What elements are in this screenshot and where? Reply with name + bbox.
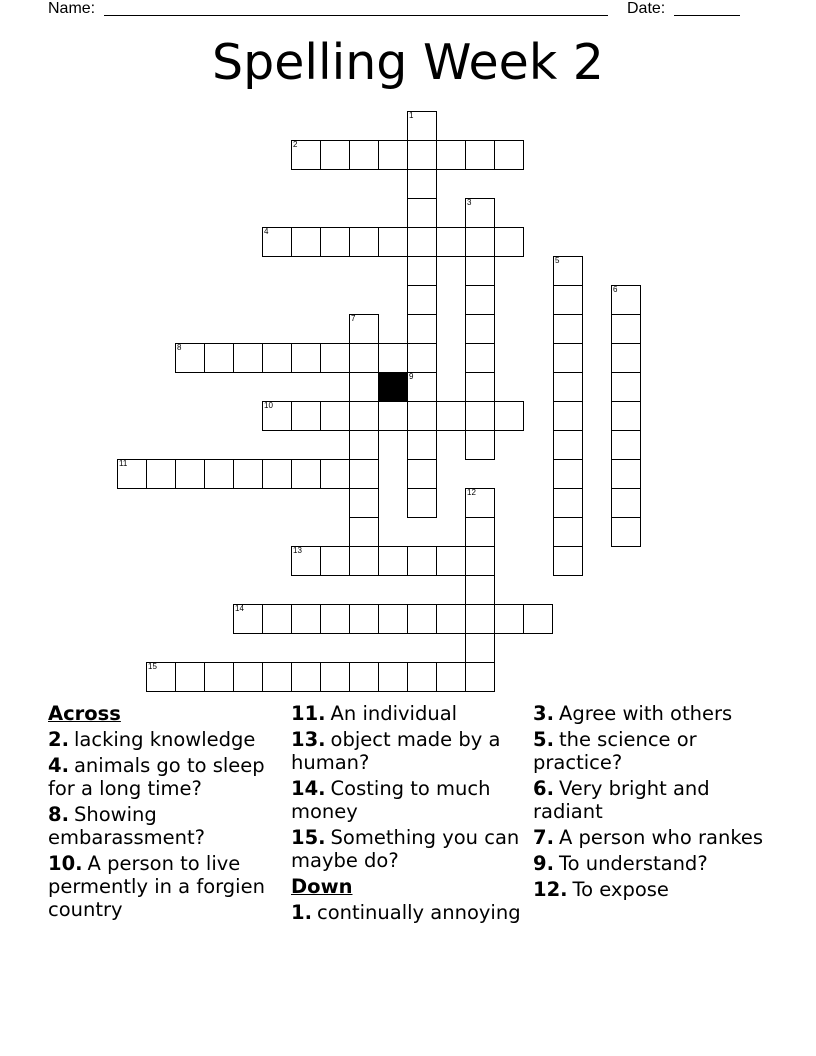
- clue-text: animals go to sleep for a long time?: [48, 754, 265, 800]
- grid-cell[interactable]: [349, 459, 379, 489]
- grid-cell[interactable]: [553, 459, 583, 489]
- grid-cell[interactable]: [494, 227, 524, 257]
- clue-across-14: [291, 777, 527, 823]
- clue-down-5: [533, 728, 769, 774]
- grid-cell[interactable]: [494, 401, 524, 431]
- grid-cell[interactable]: [553, 401, 583, 431]
- grid-cell[interactable]: [465, 430, 495, 460]
- grid-cell[interactable]: [465, 604, 495, 634]
- grid-cell[interactable]: [407, 140, 437, 170]
- clue-text: To expose: [572, 878, 669, 901]
- clue-number: 12.: [533, 878, 568, 901]
- clue-number: 3.: [533, 702, 554, 725]
- grid-cell[interactable]: [378, 401, 408, 431]
- grid-cell[interactable]: [407, 198, 437, 228]
- grid-cell[interactable]: [553, 430, 583, 460]
- clue-number-label: 5: [555, 256, 560, 265]
- clue-column-3: [533, 702, 769, 904]
- grid-cell[interactable]: [146, 662, 176, 692]
- clue-across-15: [291, 826, 527, 872]
- clue-number-label: 12: [467, 488, 476, 497]
- grid-cell[interactable]: [494, 604, 524, 634]
- grid-cell[interactable]: [465, 517, 495, 547]
- clue-number: 8.: [48, 803, 69, 826]
- clue-text: the science or practice?: [533, 728, 697, 774]
- clue-number: 11.: [291, 702, 326, 725]
- clue-down-9: [533, 852, 769, 875]
- grid-cell[interactable]: [553, 343, 583, 373]
- grid-cell[interactable]: [407, 459, 437, 489]
- grid-cell[interactable]: [407, 343, 437, 373]
- grid-cell[interactable]: [407, 169, 437, 199]
- grid-cell[interactable]: [204, 662, 234, 692]
- clue-across-11: [291, 702, 527, 725]
- grid-cell[interactable]: [349, 430, 379, 460]
- grid-cell[interactable]: [611, 401, 641, 431]
- clue-number: 9.: [533, 852, 554, 875]
- grid-cell[interactable]: [146, 459, 176, 489]
- clue-across-8: [48, 803, 284, 849]
- grid-cell[interactable]: [291, 343, 321, 373]
- clue-text: Very bright and radiant: [533, 777, 710, 823]
- grid-cell[interactable]: [436, 227, 466, 257]
- grid-cell[interactable]: [553, 314, 583, 344]
- clue-text: object made by a human?: [291, 728, 501, 774]
- grid-cell[interactable]: [611, 430, 641, 460]
- grid-cell[interactable]: [378, 140, 408, 170]
- grid-cell[interactable]: [378, 604, 408, 634]
- clue-number-label: 8: [177, 343, 182, 352]
- clue-text: To understand?: [558, 852, 708, 875]
- clue-number-label: 13: [293, 546, 302, 555]
- clue-column-2: [291, 702, 527, 927]
- grid-cell[interactable]: [349, 604, 379, 634]
- grid-cell[interactable]: [407, 227, 437, 257]
- grid-cell[interactable]: [233, 662, 263, 692]
- grid-cell[interactable]: [349, 343, 379, 373]
- clue-across-10: [48, 852, 284, 921]
- grid-cell[interactable]: [291, 140, 321, 170]
- grid-cell[interactable]: [378, 227, 408, 257]
- grid-cell[interactable]: [320, 604, 350, 634]
- grid-cell[interactable]: [611, 372, 641, 402]
- clue-number-label: 6: [613, 285, 618, 294]
- grid-cell[interactable]: [349, 517, 379, 547]
- grid-cell[interactable]: [262, 343, 292, 373]
- clue-number: 1.: [291, 901, 312, 924]
- clue-number-label: 9: [409, 372, 414, 381]
- grid-cell[interactable]: [611, 314, 641, 344]
- grid-cell[interactable]: [523, 604, 553, 634]
- grid-block: [378, 372, 408, 402]
- grid-cell[interactable]: [262, 401, 292, 431]
- clue-text: continually annoying: [316, 901, 521, 924]
- grid-cell[interactable]: [407, 111, 437, 141]
- grid-cell[interactable]: [407, 430, 437, 460]
- grid-cell[interactable]: [291, 227, 321, 257]
- clue-text: Agree with others: [558, 702, 733, 725]
- grid-cell[interactable]: [436, 604, 466, 634]
- grid-cell[interactable]: [349, 662, 379, 692]
- clue-text: Something you can maybe do?: [291, 826, 520, 872]
- grid-cell[interactable]: [611, 517, 641, 547]
- grid-cell[interactable]: [233, 459, 263, 489]
- grid-cell[interactable]: [349, 227, 379, 257]
- grid-cell[interactable]: [175, 459, 205, 489]
- grid-cell[interactable]: [407, 488, 437, 518]
- grid-cell[interactable]: [291, 401, 321, 431]
- clue-column-1: [48, 702, 284, 924]
- grid-cell[interactable]: [320, 343, 350, 373]
- clue-number: 6.: [533, 777, 554, 800]
- clue-number-label: 15: [148, 662, 157, 671]
- clue-number: 10.: [48, 852, 83, 875]
- grid-cell[interactable]: [465, 285, 495, 315]
- grid-cell[interactable]: [233, 604, 263, 634]
- grid-cell[interactable]: [407, 401, 437, 431]
- grid-cell[interactable]: [465, 575, 495, 605]
- grid-cell[interactable]: [436, 662, 466, 692]
- grid-cell[interactable]: [204, 343, 234, 373]
- clue-down-1: [291, 901, 527, 924]
- clue-number: 7.: [533, 826, 554, 849]
- clue-number: 2.: [48, 728, 69, 751]
- grid-cell[interactable]: [349, 546, 379, 576]
- clue-number: 14.: [291, 777, 326, 800]
- grid-cell[interactable]: [262, 459, 292, 489]
- grid-cell[interactable]: [407, 662, 437, 692]
- grid-cell[interactable]: [553, 285, 583, 315]
- grid-cell[interactable]: [465, 633, 495, 663]
- across-heading: Across: [48, 702, 121, 725]
- name-label: Name:: [48, 0, 96, 17]
- grid-cell[interactable]: [320, 401, 350, 431]
- grid-cell[interactable]: [320, 662, 350, 692]
- grid-cell[interactable]: [349, 140, 379, 170]
- clue-down-12: [533, 878, 769, 901]
- clue-down-3: [533, 702, 769, 725]
- clue-list: [0, 700, 816, 1000]
- grid-cell[interactable]: [378, 662, 408, 692]
- grid-cell[interactable]: [436, 546, 466, 576]
- clue-number-label: 1: [409, 111, 414, 120]
- grid-cell[interactable]: [407, 372, 437, 402]
- grid-cell[interactable]: [465, 198, 495, 228]
- grid-cell[interactable]: [320, 546, 350, 576]
- clue-across-2: [48, 728, 284, 751]
- grid-cell[interactable]: [407, 604, 437, 634]
- grid-cell[interactable]: [349, 372, 379, 402]
- grid-cell[interactable]: [320, 140, 350, 170]
- grid-cell[interactable]: [407, 256, 437, 286]
- clue-text: An individual: [330, 702, 458, 725]
- grid-cell[interactable]: [407, 546, 437, 576]
- clue-number-label: 11: [119, 459, 128, 468]
- grid-cell[interactable]: [465, 488, 495, 518]
- clue-number: 13.: [291, 728, 326, 751]
- clue-text: Costing to much money: [291, 777, 491, 823]
- grid-cell[interactable]: [262, 227, 292, 257]
- grid-cell[interactable]: [465, 401, 495, 431]
- grid-cell[interactable]: [553, 517, 583, 547]
- clue-number-label: 3: [467, 198, 472, 207]
- grid-cell[interactable]: [611, 343, 641, 373]
- grid-cell[interactable]: [611, 459, 641, 489]
- grid-cell[interactable]: [349, 401, 379, 431]
- grid-cell[interactable]: [465, 227, 495, 257]
- grid-cell[interactable]: [291, 459, 321, 489]
- clue-text: Showing embarassment?: [48, 803, 205, 849]
- grid-cell[interactable]: [175, 662, 205, 692]
- clue-number-label: 10: [264, 401, 273, 410]
- clue-down-6: [533, 777, 769, 823]
- date-label: Date:: [627, 0, 666, 17]
- clue-number: 15.: [291, 826, 326, 849]
- grid-cell[interactable]: [465, 140, 495, 170]
- grid-cell[interactable]: [407, 314, 437, 344]
- clue-number-label: 2: [293, 140, 298, 149]
- grid-cell[interactable]: [262, 604, 292, 634]
- clue-down-7: [533, 826, 769, 849]
- grid-cell[interactable]: [436, 140, 466, 170]
- grid-cell[interactable]: [320, 459, 350, 489]
- clue-text: A person to live permently in a forgien country: [48, 852, 265, 921]
- grid-cell[interactable]: [291, 546, 321, 576]
- clue-number-label: 7: [351, 314, 356, 323]
- grid-cell[interactable]: [378, 546, 408, 576]
- clue-text: lacking knowledge: [73, 728, 256, 751]
- grid-cell[interactable]: [553, 546, 583, 576]
- grid-cell[interactable]: [291, 662, 321, 692]
- grid-cell[interactable]: [349, 314, 379, 344]
- grid-cell[interactable]: [465, 372, 495, 402]
- grid-cell[interactable]: [349, 488, 379, 518]
- grid-cell[interactable]: [378, 343, 408, 373]
- grid-cell[interactable]: [465, 662, 495, 692]
- clue-number: 5.: [533, 728, 554, 751]
- clue-across-4: [48, 754, 284, 800]
- grid-cell[interactable]: [611, 488, 641, 518]
- grid-cell[interactable]: [262, 662, 292, 692]
- clue-number-label: 4: [264, 227, 269, 236]
- grid-cell[interactable]: [204, 459, 234, 489]
- grid-cell[interactable]: [291, 604, 321, 634]
- grid-cell[interactable]: [175, 343, 205, 373]
- clue-number-label: 14: [235, 604, 244, 613]
- grid-cell[interactable]: [117, 459, 147, 489]
- page-title: Spelling Week 2: [212, 34, 604, 91]
- grid-cell[interactable]: [320, 227, 350, 257]
- grid-cell[interactable]: [494, 140, 524, 170]
- clue-across-13: [291, 728, 527, 774]
- grid-cell[interactable]: [436, 401, 466, 431]
- grid-cell[interactable]: [407, 285, 437, 315]
- grid-cell[interactable]: [465, 256, 495, 286]
- down-heading: Down: [291, 875, 353, 898]
- clue-number: 4.: [48, 754, 69, 777]
- grid-cell[interactable]: [553, 372, 583, 402]
- grid-cell[interactable]: [553, 488, 583, 518]
- clue-text: A person who rankes: [558, 826, 764, 849]
- grid-cell[interactable]: [233, 343, 263, 373]
- grid-cell[interactable]: [465, 546, 495, 576]
- grid-cell[interactable]: [611, 285, 641, 315]
- grid-cell[interactable]: [465, 343, 495, 373]
- grid-cell[interactable]: [553, 256, 583, 286]
- grid-cell[interactable]: [465, 314, 495, 344]
